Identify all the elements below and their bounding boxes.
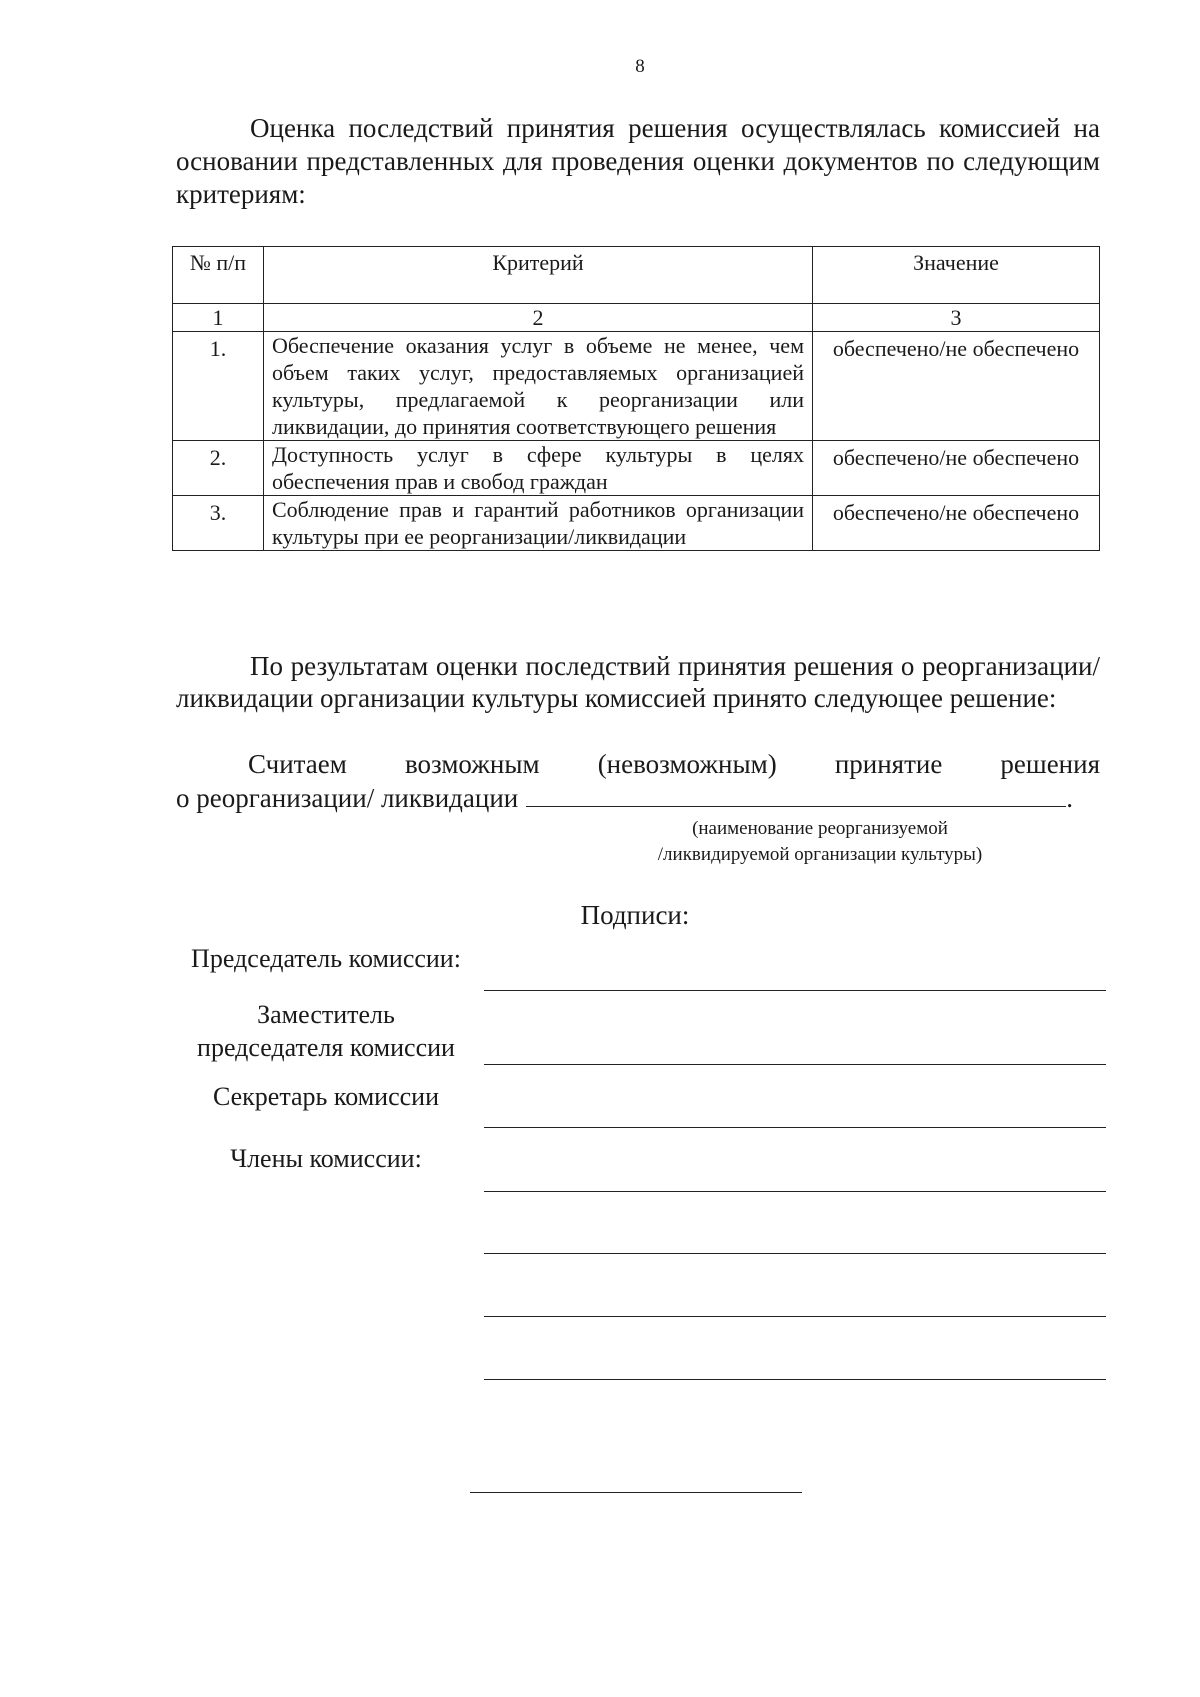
decision-word: решения: [1000, 749, 1100, 779]
deputy-label: [176, 998, 476, 1064]
organization-name-hint: [600, 816, 1040, 868]
decision-word: (невозможным): [597, 749, 777, 779]
table-row: [173, 441, 1100, 496]
table-row: [173, 332, 1100, 441]
decision-block: [176, 748, 1100, 814]
decision-word: Считаем: [248, 749, 347, 779]
result-paragraph: [176, 650, 1100, 714]
deputy-label-line-1: Заместитель: [257, 1000, 395, 1029]
header-criterion: Критерий: [264, 247, 813, 304]
decision-word: принятие: [834, 749, 943, 779]
decision-word: возможным: [404, 749, 540, 779]
decision-prefix: о реорганизации/ ликвидации: [176, 783, 519, 813]
decision-suffix: .: [1066, 783, 1073, 813]
table-header-row: [173, 247, 1100, 304]
row-value: обеспечено/не обеспечено: [813, 441, 1100, 496]
table-row: [173, 496, 1100, 551]
column-index-3: 3: [813, 304, 1100, 332]
deputy-signature-line[interactable]: [484, 1064, 1106, 1065]
page-number: 8: [635, 56, 645, 77]
organization-name-blank[interactable]: [526, 780, 1066, 807]
criteria-table: [172, 246, 1100, 551]
member-signature-line[interactable]: [484, 1379, 1106, 1380]
row-num: 2.: [173, 441, 264, 496]
hint-line-1: (наименование реорганизуемой: [692, 818, 948, 839]
row-num: 1.: [173, 332, 264, 441]
decision-line-2: [176, 780, 1100, 814]
deputy-label-line-2: председателя комиссии: [197, 1033, 455, 1062]
row-criterion: Соблюдение прав и гарантий работников организации культуры при ее реорганизации/ликвидации: [264, 496, 813, 551]
header-value: Значение: [813, 247, 1100, 304]
row-num: 3.: [173, 496, 264, 551]
decision-line-1: [176, 748, 1100, 780]
member-signature-line[interactable]: [484, 1253, 1106, 1254]
chair-signature-line[interactable]: [484, 990, 1106, 991]
member-signature-line[interactable]: [484, 1191, 1106, 1192]
chair-label: Председатель комиссии:: [191, 944, 461, 973]
result-text: По результатам оценки последствий принятия решения о реорганизации/ликвидации организации культуры комиссией принято следующее решение:: [176, 651, 1100, 713]
signatures-title: Подписи:: [580, 900, 690, 930]
intro-paragraph: [176, 112, 1100, 211]
column-index-2: 2: [264, 304, 813, 332]
hint-line-2: /ликвидируемой организации культуры): [657, 844, 983, 865]
intro-text: Оценка последствий принятия решения осуществлялась комиссией на основании представленных для проведения оценки документов по следующим критериям:: [176, 113, 1100, 209]
secretary-label: Секретарь комиссии: [212, 1082, 440, 1111]
end-of-document-line: [470, 1492, 802, 1493]
row-value: обеспечено/не обеспечено: [813, 332, 1100, 441]
row-criterion: Доступность услуг в сфере культуры в целях обеспечения прав и свобод граждан: [264, 441, 813, 496]
member-signature-line[interactable]: [484, 1316, 1106, 1317]
members-label: Члены комиссии:: [230, 1144, 422, 1173]
secretary-signature-line[interactable]: [484, 1127, 1106, 1128]
column-index-row: [173, 304, 1100, 332]
column-index-1: 1: [173, 304, 264, 332]
row-criterion: Обеспечение оказания услуг в объеме не менее, чем объем таких услуг, предоставляемых организацией культуры, предлагаемой к реорганизации или ликвидации, до принятия соответствующего решения: [264, 332, 813, 441]
header-num: № п/п: [173, 247, 264, 304]
row-value: обеспечено/не обеспечено: [813, 496, 1100, 551]
